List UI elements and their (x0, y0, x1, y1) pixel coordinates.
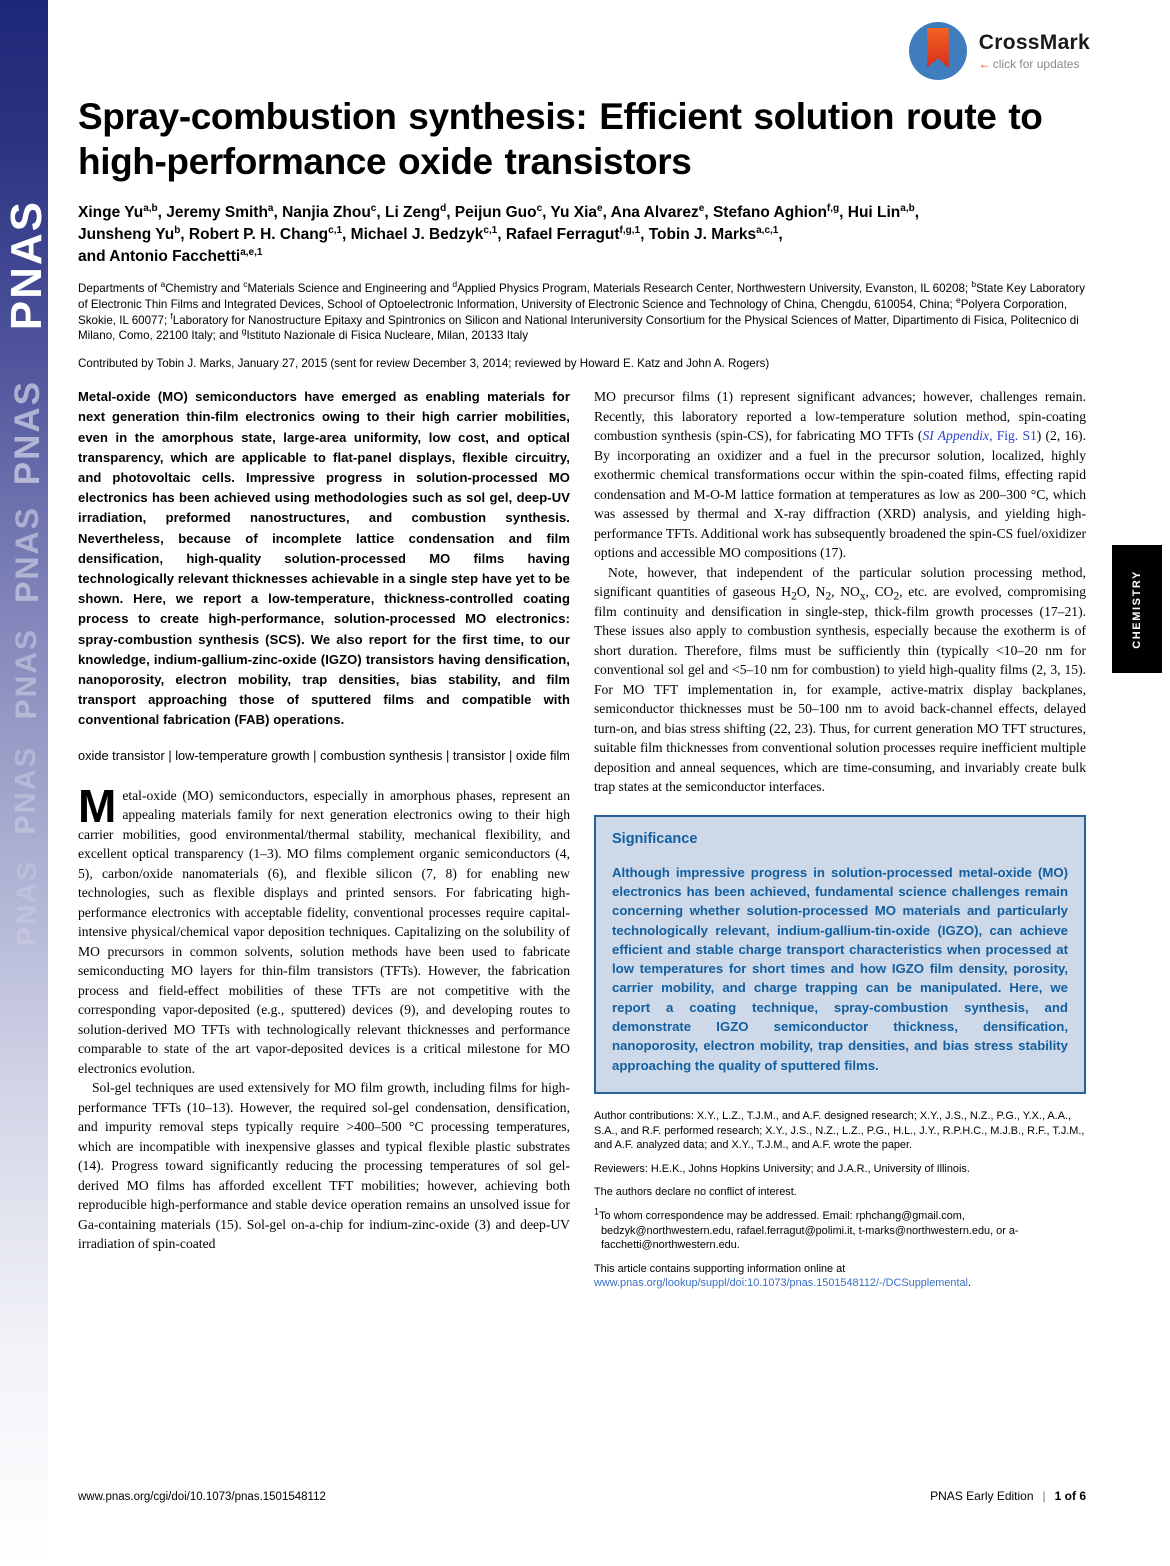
significance-heading: Significance (612, 830, 698, 847)
author-line: Junsheng Yu$^b$, Robert P. H. Chang$^{c,1}$, Michael J. Bedzyk$^{c,1}$, Rafael Ferragut$^{f,g,1}$, Tobin J. Marks$^{a,c,1}$, (78, 224, 783, 243)
author-list (78, 202, 1086, 268)
article-content (78, 94, 1086, 1300)
author-contributions-note: Author contributions: X.Y., L.Z., T.J.M., and A.F. designed research; X.Y., J.S., N.Z., P.G., Y.X., A.A., S.A., and R.F. performed research; X.Y., J.S., N.Z., L.Z., P.G., H.L., J.Y., R.P.H.C., M.J.B., R.F., T.J.M., and A.F. analyzed data; and X.Y., T.J.M., and A.F. wrote the paper. (594, 1109, 1085, 1152)
body-paragraph: Sol-gel techniques are used extensively for MO film growth, including films for high-performance TFTs (10–13). However, the required sol-gel condensation, densification, and impurity removal steps typically require >400–500 °C processing temperatures, which are incompatible with inexpensive glasses and typical flexible plastic substrates (14). Progress toward significantly reducing the processing temperatures of sol gel-derived MO films has afforded excellent TFT mobilities; however, achieving both reproducible high-performance and stable device operation remains an unsolved issue for Ga-containing materials (15). Sol-gel on-a-chip for indium-zinc-oxide (3) and deep-UV irradiation of spin-coated (78, 1080, 570, 1252)
page-footer (78, 1489, 1086, 1503)
significance-body: Although impressive progress in solution-processed metal-oxide (MO) electronics has been achieved, fundamental science challenges remain concerning whether solution-processed MO materials and particularly technologically relevant, indium-gallium-tin-oxide (IGZO), can achieve efficient and stable charge transport characteristics when processed at low temperatures for short times and how IGZO film density, porosity, carrier mobility, and charge trapping can be manipulated. Here, we report a coating technique, spray-combustion synthesis, and demonstrate IGZO semiconductor thickness, densification, nanoporosity, electron mobility, trap densities, and bias stress stability approaching the quality of sputtered films. (612, 864, 1068, 1073)
pnas-logo-vertical: PNAS (11, 860, 42, 946)
crossmark-badge[interactable] (909, 22, 1090, 80)
page-number: 1 of 6 (1054, 1489, 1086, 1503)
pnas-logo-vertical: PNAS (10, 746, 42, 835)
abstract: Metal-oxide (MO) semiconductors have emerged as enabling materials for next generation thin-film electronics owing to their high carrier mobilities, even in the amorphous state, large-area uniformity, low cost, and optical transparency, which are applicable to flat-panel displays, flexible circuitry, and photovoltaic cells. Impressive progress in solution-processed MO electronics has been achieved using methodologies such as sol gel, deep-UV irradiation, preformed nanostructures, and combustion synthesis. Nevertheless, because of incomplete lattice condensation and film densification, high-quality solution-processed MO films having technologically relevant thicknesses achievable in a single step have yet to be shown. Here, we report a low-temperature, thickness-controlled coating process to create high-performance, solution-processed MO electronics: spray-combustion synthesis (SCS). We also report for the first time, to our knowledge, indium-gallium-zinc-oxide (IGZO) transistors having densification, nanoporosity, electron mobility, trap densities, bias stability, and film transport approaching those of sputtered films and compatible with conventional fabrication (FAB) operations. (78, 389, 570, 728)
pnas-logo-vertical: PNAS (8, 380, 47, 486)
conflict-note: The authors declare no conflict of interest. (594, 1186, 797, 1199)
left-arrow-icon: ← (978, 57, 991, 71)
edition-label: PNAS Early Edition (930, 1489, 1034, 1503)
contributed-line: Contributed by Tobin J. Marks, January 27, 2015 (sent for review December 3, 2014; reviewed by Howard E. Katz and John A. Rogers) (78, 357, 770, 371)
pnas-logo-vertical: PNAS (9, 506, 45, 603)
body-paragraph: Note, however, that independent of the particular solution processing method, significant quantities of gaseous $H_2O$, $N_2$, $NO_x$, $CO_2$, etc. are evolved, compromising film continuity and densification in single-step, thick-film growth processes (17–21). These issues also apply to combustion synthesis, especially because the exotherm is of short duration. Therefore, films must be sufficiently thin (typically <10–20 nm for conventional sol gel and <5–10 nm for combustion) to yield high-quality films (2, 3, 15). For MO TFT implementation in, for example, active-matrix display backplanes, semiconductor thicknesses must be 50–100 nm to avoid back-channel effects, delayed turn-on, and bias stress shifting (22, 23). Thus, for current generation MO TFT structures, suitable film thicknesses from conventional solution processes require inefficient multiple deposition and anneal sequences, which are time-consuming, and invariably create bulk trap states at the semiconductor interfaces. (594, 564, 1086, 795)
author-line: and Antonio Facchetti$^{a,e,1}$ (78, 246, 263, 265)
author-line: Xinge Yu$^{a,b}$, Jeremy Smith$^a$, Nanjia Zhou$^c$, Li Zeng$^d$, Peijun Guo$^c$, Yu Xia$^e$, Ana Alvarez$^e$, Stefano Aghion$^{f,g}$, Hui Lin$^{a,b}$, (78, 202, 920, 221)
reviewers-note: Reviewers: H.E.K., Johns Hopkins University; and J.A.R., University of Illinois. (594, 1162, 970, 1175)
significance-box (594, 815, 1086, 1094)
correspondence-note: $^1$To whom correspondence may be addressed. Email: rphchang@gmail.com, bedzyk@northwestern.edu, rafael.ferragut@polimi.it, t-marks@northwestern.edu, or a-facchetti@northwestern.edu. (594, 1206, 1019, 1252)
affiliations: Departments of $^a$Chemistry and $^c$Materials Science and Engineering and $^d$Applied Physics Program, Materials Research Center, Northwestern University, Evanston, IL 60208; $^b$State Key Laboratory of Electronic Thin Films and Integrated Devices, School of Optoelectronic Information, University of Electronic Science and Technology of China, Chengdu, 610054, China; $^e$Polyera Corporation, Skokie, IL 60077; $^f$Laboratory for Nanostructure Epitaxy and Spintronics on Silicon and National Interuniversity Consortium for the Physical Sciences of Matter, Dipartimento di Fisica, Politecnico di Milano, Como, 22100 Italy; and $^g$Istituto Nazionale di Fisica Nucleare, Milan, 20133 Italy (78, 279, 1085, 343)
dropcap-letter: M (78, 779, 117, 832)
two-column-body (78, 387, 1086, 1300)
article-title: Spray-combustion synthesis: Efficient solution route to high-performance oxide transistors (78, 96, 1043, 182)
crossmark-title: CrossMark (978, 31, 1090, 54)
pnas-logo-vertical: PNAS (2, 200, 51, 331)
pnas-logo-vertical: PNAS (10, 628, 43, 720)
chemistry-tab-label: CHEMISTRY (1131, 569, 1143, 649)
footnotes (594, 1109, 1086, 1291)
intro-paragraph: Metal-oxide (MO) semiconductors, especially in amorphous phases, represent an appealing materials family for next generation electronics owing to their high carrier mobilities, good environmental/thermal stability, mechanical flexibility, and excellent optical transparency (1–3). MO films complement organic semiconductors (4, 5), carbon/oxide nanomaterials (6), and flexible silicon (7, 8) for enabling new technologies, such as flexible displays and printed sensors. For fabricating high-performance electronics with acceptable fidelity, conventional processes require capital-intensive physical/chemical vapor deposition techniques. Capitalizing on the solubility of MO precursors in common solvents, solution methods have been used to fabricate semiconducting MO layers for thin-film transistors (TFTs). However, the fabrication process and field-effect mobilities of these TFTs are not competitive with the corresponding vapor-deposited (e.g., sputtered) devices (9), and developing routes to solution-derived MO TFTs with technologically relevant thicknesses and performance comparable to state of the art vapor-deposited devices is a critical milestone for MO electronics evolution. (78, 779, 570, 1076)
chemistry-section-tab (1112, 545, 1162, 673)
crossmark-subtitle[interactable]: ← click for updates (978, 57, 1080, 71)
supporting-info-note[interactable]: This article contains supporting information online at www.pnas.org/lookup/suppl/doi:10.1073/pnas.1501548112/-/DCSupplemental. (594, 1262, 971, 1290)
right-column (594, 387, 1086, 1300)
keywords-line: oxide transistor | low-temperature growth | combustion synthesis | transistor | oxide film (78, 747, 570, 763)
doi-link[interactable]: www.pnas.org/cgi/doi/10.1073/pnas.1501548112 (78, 1491, 326, 1503)
body-paragraph: MO precursor films (1) represent significant advances; however, challenges remain. Recently, this laboratory reported a low-temperature solution method, spin-coating combustion synthesis (spin-CS), for fabricating MO TFTs (SI Appendix, Fig. S1) (2, 16). By incorporating an oxidizer and a fuel in the precursor solution, localized, highly exothermic chemical transformations occur within the spin-coated films, effecting rapid condensation and M-O-M lattice formation at temperatures as low as 200–300 °C, which was assessed by thermal and X-ray diffraction (XRD) analysis, and yielding high-performance TFTs. Additional work has subsequently broadened the spin-CS fuel/oxidizer options and accessible MO compositions (17). (594, 389, 1086, 561)
crossmark-bookmark-icon (909, 22, 967, 80)
footer-separator: | (1042, 1489, 1046, 1503)
pnas-sidebar (0, 0, 51, 1566)
edition-pagination (930, 1489, 1086, 1503)
left-column (78, 387, 570, 1300)
